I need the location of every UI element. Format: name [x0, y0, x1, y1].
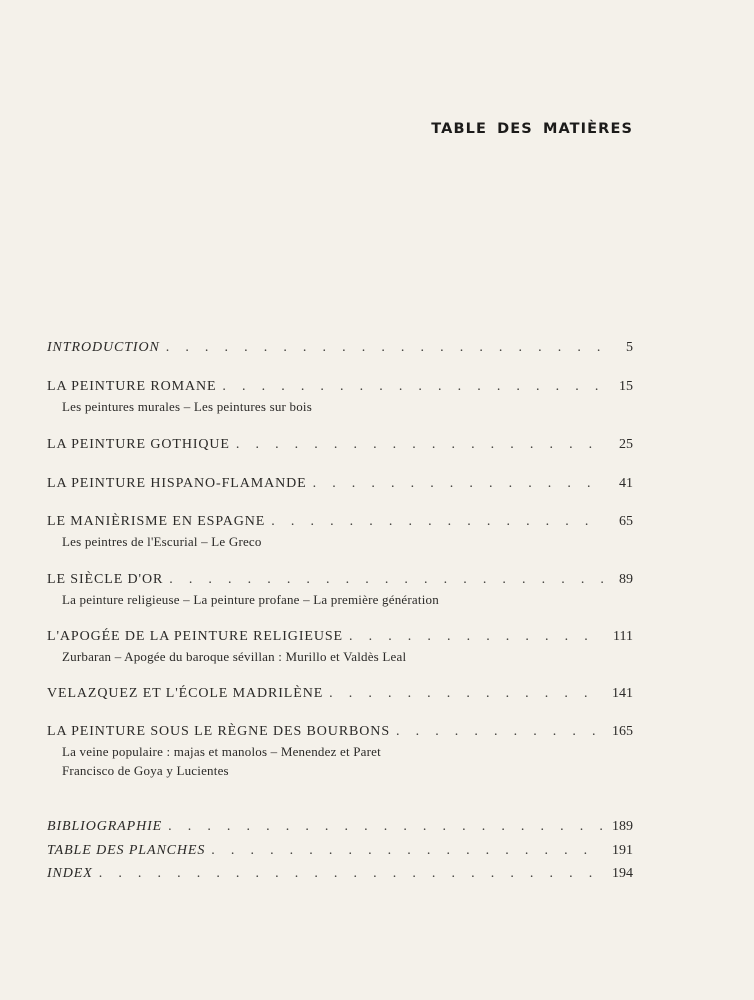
toc-entry-label: LA PEINTURE HISPANO-FLAMANDE — [47, 476, 307, 491]
toc-entry-apogee — [47, 627, 633, 666]
toc-page-number: 191 — [612, 843, 633, 858]
toc-entry-label: BIBLIOGRAPHIE — [47, 819, 163, 834]
toc-page-number: 89 — [619, 572, 633, 587]
toc-page-number: 5 — [626, 340, 633, 355]
dot-leader — [168, 817, 603, 837]
toc-subentry: Francisco de Goya y Lucientes — [62, 763, 229, 778]
dot-leader — [99, 864, 603, 884]
toc-entry-label: LA PEINTURE SOUS LE RÈGNE DES BOURBONS — [47, 724, 390, 739]
toc-entry-peinture-gothique — [47, 435, 633, 455]
toc-entry-label: INDEX — [47, 866, 93, 881]
toc-subentry: Zurbaran – Apogée du baroque sévillan : Murillo et Valdès Leal — [62, 649, 407, 664]
dot-leader — [166, 338, 603, 358]
dot-leader — [396, 722, 603, 742]
toc-page-number: 111 — [613, 629, 633, 644]
toc-entry-label: LA PEINTURE ROMANE — [47, 379, 217, 394]
toc-entry-label: LE MANIÈRISME EN ESPAGNE — [47, 514, 266, 529]
toc-entry-label: TABLE DES PLANCHES — [47, 843, 206, 858]
toc-page-number: 65 — [619, 514, 633, 529]
toc-subentry: La peinture religieuse – La peinture profane – La première génération — [62, 592, 439, 607]
toc-page-number: 141 — [612, 686, 633, 701]
toc-subentry: Les peintures murales – Les peintures sur bois — [62, 399, 313, 414]
toc-page-number: 194 — [612, 866, 633, 881]
toc-entry-manierisme — [47, 512, 633, 551]
toc-subentry: La veine populaire : majas et manolos – Menendez et Paret — [62, 744, 381, 759]
toc-entry-peinture-romane — [47, 377, 633, 416]
toc-entry-bourbons — [47, 722, 633, 780]
dot-leader — [313, 474, 603, 494]
dot-leader — [329, 684, 603, 704]
toc-page-number: 25 — [619, 437, 633, 452]
toc-entry-velazquez — [47, 684, 633, 704]
dot-leader — [222, 377, 603, 397]
toc-entry-label: INTRODUCTION — [47, 340, 160, 355]
toc-page-number: 165 — [612, 724, 633, 739]
dot-leader — [236, 435, 603, 455]
toc-entry-label: LA PEINTURE GOTHIQUE — [47, 437, 230, 452]
toc-page-number: 189 — [612, 819, 633, 834]
toc-entry-label: L'APOGÉE DE LA PEINTURE RELIGIEUSE — [47, 629, 343, 644]
toc-page-number: 15 — [619, 379, 633, 394]
dot-leader — [211, 841, 603, 861]
toc-entry-hispano-flamande — [47, 474, 633, 494]
dot-leader — [169, 570, 603, 590]
toc-entry-label: LE SIÈCLE D'OR — [47, 572, 164, 587]
toc-entry-bibliographie — [47, 817, 633, 837]
toc-entry-label: VELAZQUEZ ET L'ÉCOLE MADRILÈNE — [47, 686, 324, 701]
dot-leader — [271, 512, 603, 532]
page-title: TABLE DES MATIÈRES — [431, 121, 633, 137]
toc-entry-siecle-d-or — [47, 570, 633, 609]
dot-leader — [349, 627, 603, 647]
toc-entry-introduction — [47, 338, 633, 358]
toc-page-number: 41 — [619, 476, 633, 491]
toc-entry-table-des-planches — [47, 841, 633, 861]
toc-entry-index — [47, 864, 633, 884]
toc-subentry: Les peintres de l'Escurial – Le Greco — [62, 534, 262, 549]
